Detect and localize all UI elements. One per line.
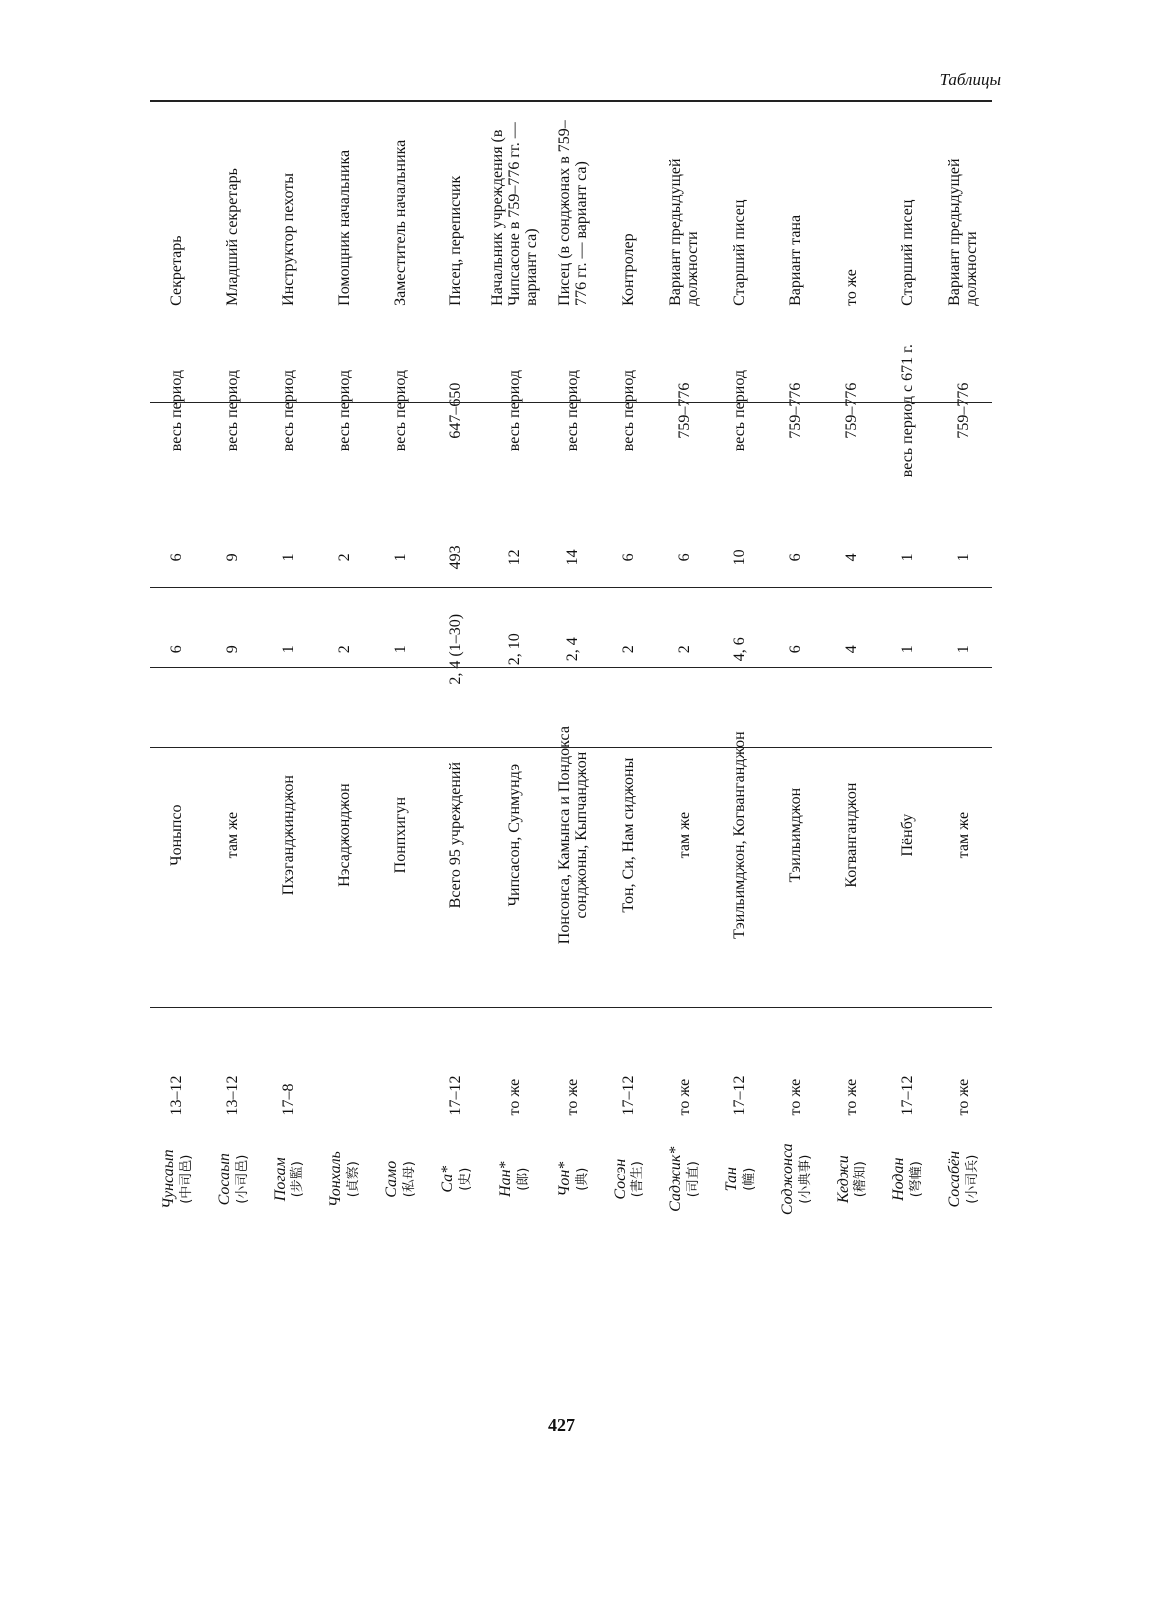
office-title: Чонхаль [327, 1151, 345, 1208]
total-cell: 9 [224, 553, 242, 562]
rank-cell [317, 975, 373, 1125]
institution-cell: Пхэганджинджон [280, 775, 298, 896]
office-title: Чунсаып [160, 1149, 178, 1210]
total-cell: 493 [447, 545, 465, 570]
institution-cell: Всего 95 учреждений [447, 761, 465, 909]
count-cell: 6 [787, 645, 805, 654]
institution-cell: Чоныпсо [168, 804, 186, 866]
total-cell: 10 [731, 549, 749, 566]
total-cell: 4 [843, 553, 860, 562]
rank-cell: то же [954, 1078, 972, 1116]
meaning-cell: Младший секретарь [224, 168, 242, 306]
table-row [206, 103, 262, 1233]
period-cell: весь период [280, 370, 298, 452]
count-cell: 1 [954, 645, 972, 654]
rank-cell: то же [505, 1078, 523, 1116]
column-divider [150, 1007, 992, 1008]
office-title: Сосаып [215, 1153, 233, 1206]
table-row [936, 103, 992, 1233]
period-cell: весь период [564, 370, 582, 452]
column-divider [150, 402, 992, 403]
meaning-cell: Вариант предыдущей должности [946, 158, 981, 306]
period-cell: весь период с 671 г. [898, 344, 916, 478]
office-title: Чон* [555, 1161, 573, 1197]
office-title-characters: (私母) [401, 1161, 417, 1198]
column-divider [150, 747, 992, 748]
period-cell: весь период [505, 370, 523, 452]
meaning-cell: Писец, переписчик [447, 175, 465, 306]
office-title-characters: (小司邑) [234, 1154, 250, 1204]
table-row [769, 103, 825, 1233]
table-row [429, 103, 485, 1233]
table-row [713, 103, 769, 1233]
period-cell: 759–776 [675, 382, 693, 439]
period-cell: 759–776 [787, 382, 805, 439]
institution-cell: там же [954, 811, 972, 859]
meaning-cell: Секретарь [168, 235, 186, 306]
office-title-characters: (貞察) [346, 1161, 362, 1198]
institution-cell: Пёнбу [898, 813, 916, 857]
table-row [601, 103, 657, 1233]
count-cell: 2, 4 [564, 637, 582, 662]
period-cell: 759–776 [954, 382, 972, 439]
count-cell: 1 [898, 645, 916, 654]
column-divider [150, 667, 992, 668]
total-cell: 14 [564, 549, 582, 566]
table-row [657, 103, 713, 1233]
period-cell: весь период [335, 370, 353, 452]
meaning-cell: Писец (в сонджонах в 759–776 гг. — вариант са) [555, 120, 590, 306]
period-cell: весь период [731, 370, 749, 452]
rotated-table [150, 103, 992, 1233]
total-cell: 6 [675, 553, 693, 562]
office-title-cell [150, 1125, 206, 1233]
table-row [546, 103, 602, 1233]
total-cell: 1 [280, 553, 298, 562]
header-rule [150, 100, 992, 102]
office-title: Сосабён [946, 1150, 964, 1208]
meaning-cell: Вариант предыдущей должности [667, 158, 702, 306]
office-title-cell [206, 1125, 262, 1233]
table-row [262, 103, 318, 1233]
rank-cell: 17–12 [447, 1075, 465, 1116]
office-title-characters: (弩幢) [909, 1161, 925, 1198]
table-row [825, 103, 881, 1233]
table-body [150, 103, 992, 1233]
total-cell: 1 [391, 553, 409, 562]
meaning-cell: Начальник учреждения (в Чипсасоне в 759–776 гг. — вариант са) [488, 122, 540, 306]
office-title: Нан* [497, 1161, 515, 1197]
rank-cell: то же [787, 1078, 805, 1116]
institution-cell: Чипсасон, Сунмундэ [505, 763, 523, 907]
office-title-cell [485, 1125, 546, 1233]
count-cell: 1 [280, 645, 298, 654]
table-row [880, 103, 936, 1233]
office-title: Кеджи [834, 1155, 852, 1204]
running-header: Таблицы [939, 70, 1001, 89]
total-cell: 6 [619, 553, 637, 562]
table-region [150, 103, 992, 1216]
total-cell: 6 [787, 553, 805, 562]
period-cell: 759–776 [843, 382, 860, 439]
office-title-characters: (史) [457, 1167, 473, 1191]
count-cell: 1 [391, 645, 409, 654]
page-number: 427 [548, 1415, 575, 1435]
office-title-characters: (典) [574, 1167, 590, 1191]
institution-cell: там же [224, 811, 242, 859]
table-row [317, 103, 373, 1233]
office-title-cell [317, 1125, 373, 1233]
total-cell: 12 [505, 549, 523, 566]
meaning-cell: Вариант тана [787, 214, 805, 306]
institution-cell: Понпхигун [391, 796, 409, 874]
table-row [485, 103, 546, 1233]
office-title: Саджик* [667, 1146, 685, 1212]
office-title-characters: (郎) [516, 1167, 532, 1191]
meaning-cell: Заместитель начальника [391, 139, 409, 306]
period-cell: весь период [168, 370, 186, 452]
office-title: Тан [723, 1167, 741, 1192]
office-title-characters: (小典事) [797, 1154, 813, 1204]
total-cell: 2 [335, 553, 353, 562]
institution-cell: Когванганджон [843, 782, 860, 888]
office-title-cell [936, 1125, 992, 1233]
office-title: Соджонса [778, 1143, 796, 1216]
office-title: Са* [438, 1165, 456, 1193]
rank-cell: то же [675, 1078, 693, 1116]
rank-cell: то же [564, 1078, 582, 1116]
office-title: Сосэн [611, 1158, 629, 1200]
period-cell: весь период [224, 370, 242, 452]
offices-table [150, 103, 992, 1233]
count-cell: 4, 6 [731, 637, 749, 662]
institution-cell: Нэсаджонджон [335, 783, 353, 887]
meaning-cell: Помощник начальника [335, 149, 353, 306]
count-cell: 2, 10 [505, 633, 523, 666]
rank-cell: 17–8 [280, 1083, 298, 1116]
meaning-cell: Старший писец [731, 199, 749, 306]
office-title-cell [601, 1125, 657, 1233]
rank-cell: то же [843, 1078, 860, 1116]
office-title-cell [825, 1125, 881, 1233]
institution-cell: Тон, Си, Нам сиджоны [619, 757, 637, 913]
total-cell: 6 [168, 553, 186, 562]
period-cell: 647–650 [447, 382, 465, 439]
column-divider [150, 587, 992, 588]
count-cell: 2 [619, 645, 637, 654]
rank-cell: 13–12 [224, 1075, 242, 1116]
institution-cell: Тэильимджон, Когванганджон [731, 731, 749, 939]
office-title: Погам [271, 1157, 289, 1202]
office-title-cell [429, 1125, 485, 1233]
office-title-characters: (稽知) [853, 1161, 869, 1198]
period-cell: весь период [391, 370, 409, 452]
period-cell: весь период [619, 370, 637, 452]
table-row [150, 103, 206, 1233]
count-cell: 6 [168, 645, 186, 654]
meaning-cell: Контролер [619, 233, 637, 306]
office-title: Нодан [890, 1157, 908, 1201]
office-title-cell [769, 1125, 825, 1233]
meaning-cell: Старший писец [898, 199, 916, 306]
table-row [373, 103, 429, 1233]
rank-cell: 17–12 [731, 1075, 749, 1116]
rank-cell: 17–12 [898, 1075, 916, 1116]
office-title-characters: (幢) [741, 1167, 757, 1191]
count-cell: 2 [335, 645, 353, 654]
count-cell: 4 [843, 645, 860, 654]
office-title-cell [713, 1125, 769, 1233]
office-title-characters: (書生) [630, 1161, 646, 1198]
office-title-characters: (小司兵) [965, 1154, 981, 1204]
office-title-cell [546, 1125, 602, 1233]
meaning-cell: Инструктор пехоты [280, 172, 298, 306]
office-title-characters: (步監) [290, 1161, 306, 1198]
meaning-cell: то же [843, 269, 860, 306]
rank-cell: 13–12 [168, 1075, 186, 1116]
rank-cell: 17–12 [619, 1075, 637, 1116]
office-title-cell [262, 1125, 318, 1233]
total-cell: 1 [954, 553, 972, 562]
office-title-characters: (司直) [686, 1161, 702, 1198]
institution-cell: там же [675, 811, 693, 859]
count-cell: 2 [675, 645, 693, 654]
office-title-characters: (中司邑) [178, 1154, 194, 1204]
institution-cell: Тэильимджон [787, 787, 805, 883]
office-title-cell [373, 1125, 429, 1233]
rank-cell [373, 975, 429, 1125]
office-title-cell [657, 1125, 713, 1233]
total-cell: 1 [898, 553, 916, 562]
office-title-cell [880, 1125, 936, 1233]
institution-cell: Понсонса, Камынса и Пондокса сонджоны, Кыпчанджон [555, 726, 590, 945]
count-cell: 2, 4 (1–30) [447, 613, 465, 685]
office-title: Само [383, 1160, 401, 1198]
count-cell: 9 [224, 645, 242, 654]
